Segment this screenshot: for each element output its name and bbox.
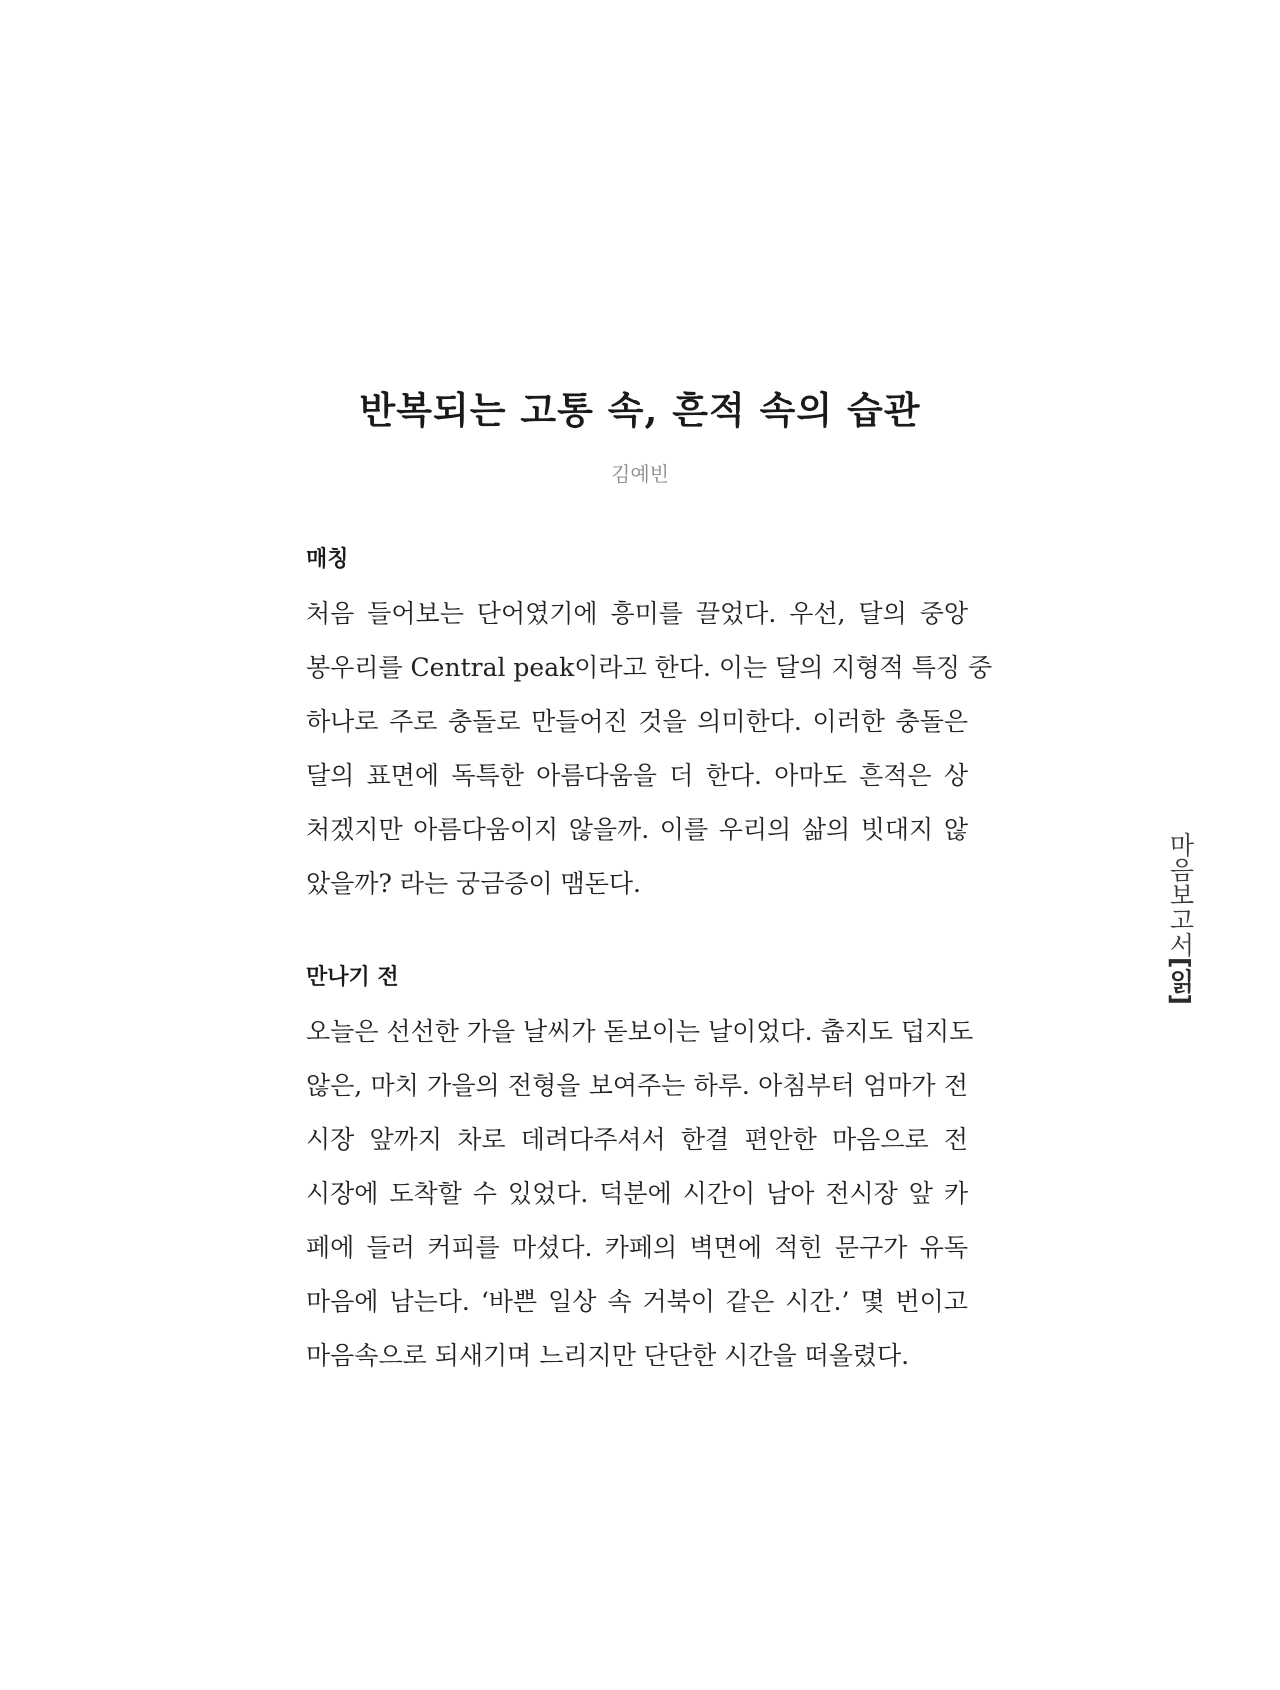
body-line: 처겠지만 아름다움이지 않을까. 이를 우리의 삶의 빗대지 않: [306, 815, 968, 844]
body-line: 않은, 마치 가을의 전형을 보여주는 하루. 아침부터 엄마가 전: [306, 1071, 968, 1100]
body-line: 하나로 주로 충돌로 만들어진 것을 의미한다. 이러한 충돌은: [306, 707, 968, 736]
body-line: 오늘은 선선한 가을 날씨가 돋보이는 날이었다. 춥지도 덥지도: [306, 1017, 974, 1046]
author-name: 김예빈: [611, 462, 669, 486]
page-title: 반복되는 고통 속, 흔적 속의 습관: [359, 388, 921, 432]
side-section-label: [1160, 832, 1200, 1005]
body-line: 달의 표면에 독특한 아름다움을 더 한다. 아마도 흔적은 상: [306, 761, 968, 790]
body-line: 마음속으로 되새기며 느리지만 단단한 시간을 떠올렸다.: [306, 1341, 910, 1370]
side-label-bracket-open: [: [1166, 957, 1195, 969]
body-line: 시장 앞까지 차로 데려다주셔서 한결 편안한 마음으로 전: [306, 1125, 968, 1154]
body-line: 았을까? 라는 궁금증이 맴돈다.: [306, 869, 641, 898]
body-line: 마음에 남는다. ‘바쁜 일상 속 거북이 같은 시간.’ 몇 번이고: [306, 1287, 968, 1316]
side-label-text: 마음보고서: [1166, 832, 1195, 957]
body-line: 봉우리를 Central peak이라고 한다. 이는 달의 지형적 특징 중: [306, 653, 993, 682]
section-body: [306, 587, 993, 911]
side-label-mark: 읽: [1166, 968, 1195, 994]
body-line: 처음 들어보는 단어였기에 흥미를 끌었다. 우선, 달의 중앙: [306, 599, 968, 628]
body-line: 시장에 도착할 수 있었다. 덕분에 시간이 남아 전시장 앞 카: [306, 1179, 968, 1208]
side-label-bracket-close: ]: [1166, 993, 1195, 1005]
body-line: 페에 들러 커피를 마셨다. 카페의 벽면에 적힌 문구가 유독: [306, 1233, 968, 1262]
section-body: [306, 1005, 974, 1383]
section-heading: 만나기 전: [306, 965, 399, 990]
section-before-meeting: [306, 963, 974, 1383]
section-matching: [306, 545, 993, 911]
section-heading: 매칭: [306, 547, 349, 572]
